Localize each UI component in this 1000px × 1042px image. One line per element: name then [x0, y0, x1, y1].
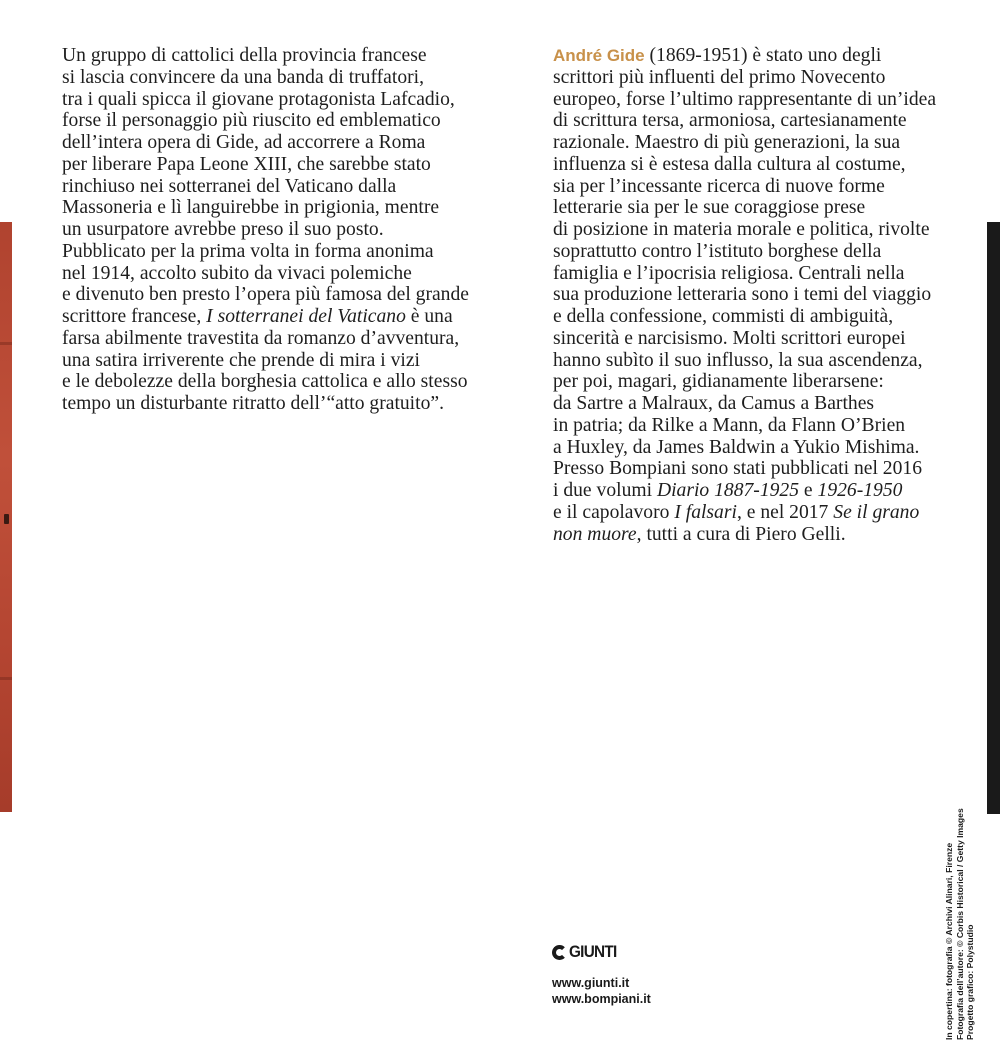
- text-line: [62, 306, 462, 328]
- author-bio: [553, 45, 937, 545]
- text-line: [553, 480, 933, 502]
- text-line: hanno subìto il suo influsso, la sua ascendenza,: [553, 349, 923, 371]
- text-segment: è una: [405, 306, 453, 327]
- book-synopsis: [62, 45, 469, 415]
- text-line: [553, 45, 933, 67]
- text-segment: e il capolavoro: [553, 501, 675, 523]
- author-name: André Gide: [553, 46, 645, 65]
- text-line: da Sartre a Malraux, da Camus a Barthes: [553, 393, 875, 414]
- text-line: [553, 502, 933, 524]
- text-line: Un gruppo di cattolici della provincia francese: [62, 45, 427, 66]
- text-line: razionale. Maestro di più generazioni, la sua: [553, 132, 901, 153]
- credit-line: Fotografia dell’autore: © Corbis Historical / Getty Images: [954, 808, 965, 1040]
- text-line: Presso Bompiani sono stati pubblicati nel 2016: [553, 458, 922, 480]
- giunti-logo-icon: [552, 945, 567, 960]
- book-title: Diario 1887-1925: [656, 480, 800, 501]
- text-line: di scrittura tersa, armoniosa, cartesianamente: [553, 110, 907, 132]
- text-line: Massoneria e lì languirebbe in prigionia, mentre: [62, 197, 440, 219]
- text-line: dell’intera opera di Gide, ad accorrere a Roma: [62, 132, 426, 153]
- text-line: si lascia convincere da una banda di truffatori,: [62, 66, 424, 88]
- text-line: sincerità e narcisismo. Molti scrittori europei: [553, 327, 906, 349]
- text-line: e le debolezze della borghesia cattolica e allo stesso: [62, 371, 468, 393]
- text-segment: (1869-1951) è stato uno degli: [644, 45, 882, 66]
- giunti-logo: [552, 942, 622, 962]
- book-title: I sotterranei del Vaticano: [206, 306, 406, 327]
- cover-image-detail: [4, 514, 9, 524]
- cover-image-detail: [0, 677, 12, 680]
- text-line: influenza si è estesa dalla cultura al costume,: [553, 153, 906, 175]
- text-line: forse il personaggio più riuscito ed emblematico: [62, 110, 441, 132]
- book-title: non muore: [553, 523, 637, 545]
- text-line: nel 1914, accolto subito da vivaci polemiche: [62, 262, 412, 284]
- credit-line: Progetto grafico: Polystudio: [965, 924, 975, 1040]
- text-line: Pubblicato per la prima volta in forma anonima: [62, 240, 434, 262]
- text-line: per liberare Papa Leone XIII, che sarebbe stato: [62, 153, 431, 175]
- text-line: [553, 524, 933, 546]
- text-line: un usurpatore avrebbe preso il suo posto.: [62, 219, 384, 240]
- text-line: di posizione in materia morale e politica, rivolte: [553, 219, 930, 240]
- image-credits: [944, 800, 976, 1040]
- text-line: scrittori più influenti del primo Novecento: [553, 66, 886, 88]
- text-segment: , tutti a cura di Piero Gelli.: [636, 523, 846, 545]
- book-title: 1926-1950: [817, 480, 903, 501]
- text-segment: e: [799, 480, 818, 501]
- text-line: sia per l’incessante ricerca di nuove forme: [553, 175, 885, 197]
- publisher-urls: [552, 976, 651, 1007]
- text-line: europeo, forse l’ultimo rappresentante di un’idea: [553, 88, 937, 110]
- credit-line: In copertina: fotografia © Archivi Alinari, Firenze: [944, 842, 954, 1040]
- cover-image-edge-left: [0, 222, 12, 812]
- text-line: famiglia e l’ipocrisia religiosa. Centrali nella: [553, 262, 905, 284]
- text-segment: i due volumi: [553, 480, 657, 501]
- book-title: I falsari: [674, 501, 737, 523]
- text-segment: scrittore francese,: [62, 306, 207, 327]
- text-line: tra i quali spicca il giovane protagonista Lafcadio,: [62, 88, 455, 110]
- book-title: Se il grano: [833, 501, 920, 523]
- giunti-url[interactable]: www.giunti.it: [552, 976, 630, 990]
- text-line: tempo un disturbante ritratto dell’“atto gratuito”.: [62, 393, 444, 414]
- text-line: a Huxley, da James Baldwin a Yukio Mishima.: [553, 436, 920, 458]
- text-line: sua produzione letteraria sono i temi del viaggio: [553, 284, 932, 306]
- giunti-logo-text: GIUNTI: [569, 942, 617, 961]
- text-line: una satira irriverente che prende di mira i vizi: [62, 349, 420, 371]
- text-line: e divenuto ben presto l’opera più famosa del grande: [62, 284, 469, 306]
- text-line: rinchiuso nei sotterranei del Vaticano dalla: [62, 175, 397, 197]
- cover-image-edge-right: [987, 222, 1000, 814]
- text-segment: , e nel 2017: [736, 501, 834, 523]
- bompiani-url[interactable]: www.bompiani.it: [552, 991, 651, 1006]
- text-line: soprattutto contro l’istituto borghese della: [553, 240, 882, 262]
- text-line: per poi, magari, gidianamente liberarsene:: [553, 371, 884, 393]
- cover-image-detail: [0, 342, 12, 345]
- text-line: in patria; da Rilke a Mann, da Flann O’Brien: [553, 414, 906, 436]
- text-line: farsa abilmente travestita da romanzo d’avventura,: [62, 327, 460, 349]
- text-line: e della confessione, commisti di ambiguità,: [553, 306, 894, 327]
- text-line: letterarie sia per le sue coraggiose prese: [553, 197, 866, 219]
